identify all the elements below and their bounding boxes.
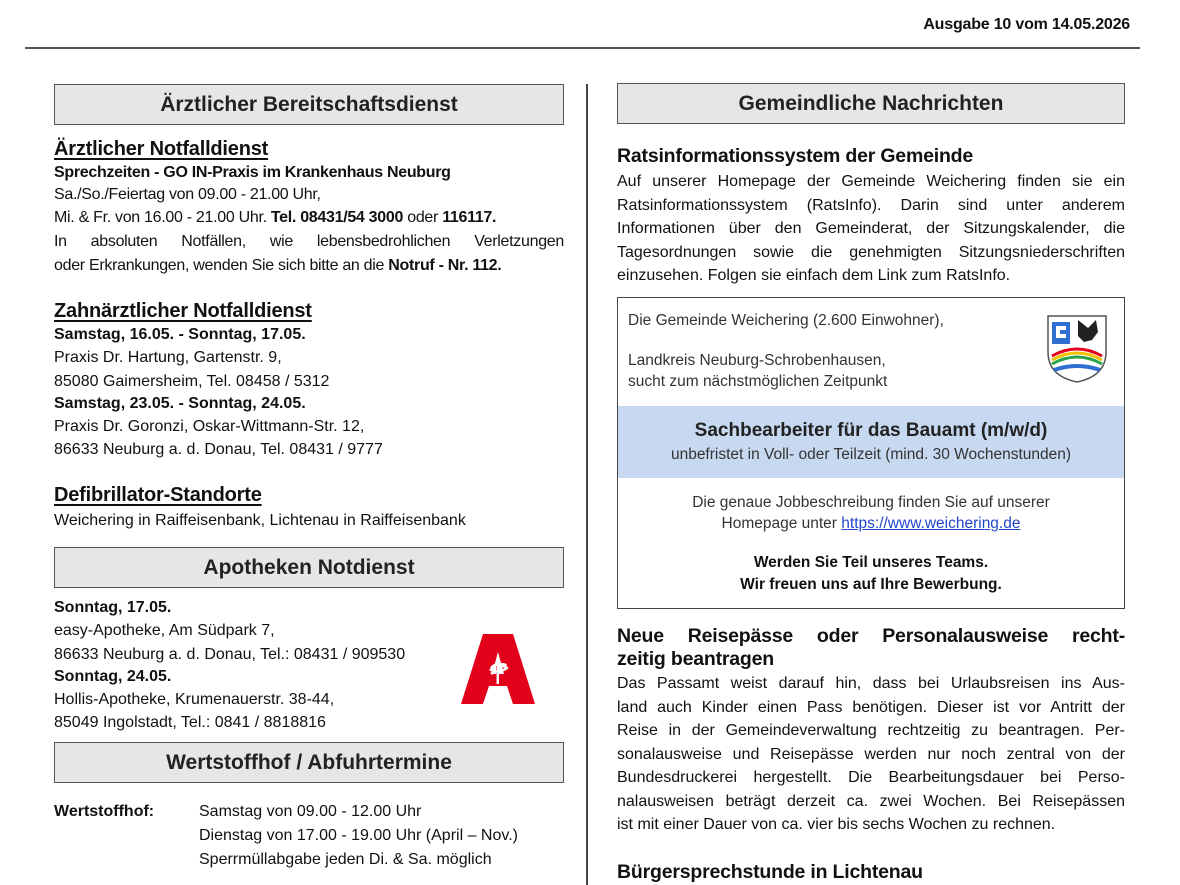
- notfall-or: oder: [403, 209, 443, 226]
- notfall-phone: Tel. 08431/54 3000: [270, 209, 404, 226]
- apotheke-2-line-1: Hollis-Apotheke, Krumenauerstr. 38-44,: [54, 691, 335, 708]
- zahn-date-1: Samstag, 16.05. - Sonntag, 17.05.: [54, 326, 306, 343]
- ad-line-2: Landkreis Neuburg-Schrobenhausen,: [628, 352, 886, 369]
- heading-reisepaesse: [617, 625, 1125, 671]
- pass-line-2: land auch Kinder einen Pass benötigen. Dieser ist vor Antritt der: [617, 698, 1125, 716]
- heading-ratsinformationssystem: Ratsinformationssystem der Gemeinde: [617, 145, 974, 167]
- reisepaesse-paragraph: [617, 672, 1125, 837]
- pass-line-1: Das Passamt weist darauf hin, dass bei Urlaubsreisen ins Aus-: [617, 675, 1125, 692]
- notfall-line-2: Sa./So./Feiertag von 09.00 - 21.00 Uhr,: [54, 186, 321, 203]
- heading-zahnaerztlicher-notfalldienst: Zahnärztlicher Notfalldienst: [54, 300, 312, 322]
- ad-line-3: sucht zum nächstmöglichen Zeitpunkt: [628, 373, 888, 390]
- ad-team-line-2: Wir freuen uns auf Ihre Bewerbung.: [740, 576, 1002, 593]
- zahn-praxis-2-line-2: 86633 Neuburg a. d. Donau, Tel. 08431 / 9777: [54, 441, 383, 458]
- rats-line-1: Auf unserer Homepage der Gemeinde Weichering finden sie ein: [617, 173, 1125, 190]
- zahn-praxis-1-line-1: Praxis Dr. Hartung, Gartenstr. 9,: [54, 349, 282, 366]
- wertstoffhof-line-2: Dienstag von 17.00 - 19.00 Uhr (April – Nov.): [199, 827, 518, 844]
- section-apotheken-notdienst: Apotheken Notdienst: [54, 547, 564, 588]
- notfall-line-3: [54, 207, 564, 230]
- ad-job-line-2: [618, 515, 1124, 533]
- apotheke-2-line-2: 85049 Ingolstadt, Tel.: 0841 / 8818816: [54, 714, 326, 731]
- defi-text: Weichering in Raiffeisenbank, Lichtenau in Raiffeisenbank: [54, 512, 466, 529]
- wertstoffhof-line-3: Sperrmüllabgabe jeden Di. & Sa. möglich: [199, 851, 492, 868]
- apotheke-1-line-1: easy-Apotheke, Am Südpark 7,: [54, 622, 275, 639]
- pass-line-5: Bundesdruckerei hergestellt. Die Bearbeitungsdauer bei Perso-: [617, 769, 1125, 786]
- ad-homepage-text: Homepage unter: [721, 515, 842, 532]
- notfall-emergency-text: oder Erkrankungen, wenden Sie sich bitte an die: [54, 257, 389, 274]
- ad-homepage-link[interactable]: https://www.weichering.de: [841, 515, 1021, 532]
- zahn-praxis-1-line-2: 85080 Gaimersheim, Tel. 08458 / 5312: [54, 373, 330, 390]
- reisepaesse-heading-line-1: Neue Reisepässe oder Personalausweise recht-: [617, 625, 1125, 647]
- apotheke-date-2: Sonntag, 24.05.: [54, 668, 172, 685]
- ad-job-line-1: Die genaue Jobbeschreibung finden Sie auf unserer: [692, 494, 1050, 511]
- ad-subtitle: unbefristet in Voll- oder Teilzeit (mind. 30 Wochenstunden): [670, 446, 1072, 463]
- ad-title-band: [618, 406, 1124, 478]
- issue-date: Ausgabe 10 vom 14.05.2026: [923, 16, 1130, 33]
- ad-title: Sachbearbeiter für das Bauamt (m/w/d): [694, 420, 1048, 441]
- column-divider: [586, 84, 588, 885]
- rats-line-2: Ratsinformationssystem (RatsInfo). Darin sind unter anderem: [617, 196, 1125, 214]
- pass-line-4: sonalausweise und Reisepässe werden nur noch zentral von der: [617, 745, 1125, 763]
- notfall-phone-2: 116117.: [442, 209, 497, 226]
- section-gemeindliche-nachrichten: Gemeindliche Nachrichten: [617, 83, 1125, 124]
- rats-line-3: Informationen über den Gemeinderat, der Sitzungskalender, die: [617, 220, 1125, 237]
- wertstoffhof-label: Wertstoffhof:: [54, 803, 155, 820]
- job-advertisement: [617, 297, 1125, 609]
- ad-line-1: Die Gemeinde Weichering (2.600 Einwohner),: [628, 312, 944, 329]
- apotheke-date-1: Sonntag, 17.05.: [54, 599, 172, 616]
- rats-paragraph: [617, 170, 1125, 288]
- heading-defibrillator-standorte: Defibrillator-Standorte: [54, 484, 262, 506]
- heading-buergersprechstunde: Bürgersprechstunde in Lichtenau: [617, 861, 923, 883]
- ad-team-line-1: Werden Sie Teil unseres Teams.: [753, 554, 989, 571]
- notfall-emergency-number: Notruf - Nr. 112.: [388, 257, 502, 274]
- pass-line-7: ist mit einer Dauer von ca. vier bis sechs Wochen zu rechnen.: [617, 816, 1056, 833]
- zahn-date-2: Samstag, 23.05. - Sonntag, 24.05.: [54, 395, 306, 412]
- coat-of-arms-icon: [1044, 312, 1110, 384]
- pass-line-3: Reise in der Gemeindeverwaltung rechtzeitig zu beantragen. Per-: [617, 722, 1125, 739]
- rats-line-5: einzusehen. Folgen sie einfach dem Link zum RatsInfo.: [617, 267, 1011, 284]
- apotheke-1-line-2: 86633 Neuburg a. d. Donau, Tel.: 08431 / 909530: [54, 646, 406, 663]
- top-rule: [25, 47, 1140, 49]
- section-wertstoffhof-abfuhrtermine: Wertstoffhof / Abfuhrtermine: [54, 742, 564, 783]
- apotheke-a-logo-icon: [461, 630, 535, 704]
- section-aerztlicher-bereitschaftsdienst: Ärztlicher Bereitschaftsdienst: [54, 84, 564, 125]
- heading-notfalldienst: Ärztlicher Notfalldienst: [54, 138, 269, 160]
- zahn-praxis-2-line-1: Praxis Dr. Goronzi, Oskar-Wittmann-Str. 12,: [54, 418, 365, 435]
- reisepaesse-heading-line-2: zeitig beantragen: [617, 648, 774, 670]
- notfall-hours: Mi. & Fr. von 16.00 - 21.00 Uhr.: [54, 209, 271, 226]
- rats-line-4: Tagesordnungen sowie die genehmigten Sitzungsniederschriften: [617, 243, 1125, 261]
- notfall-line-5: [54, 255, 564, 278]
- pass-line-6: nalausweisen beträgt derzeit ca. zwei Wochen. Bei Reisepässen: [617, 792, 1125, 810]
- notfall-line-1: Sprechzeiten - GO IN-Praxis im Krankenhaus Neuburg: [54, 164, 451, 181]
- notfall-line-4: In absoluten Notfällen, wie lebensbedrohlichen Verletzungen: [54, 233, 564, 250]
- wertstoffhof-line-1: Samstag von 09.00 - 12.00 Uhr: [199, 803, 422, 820]
